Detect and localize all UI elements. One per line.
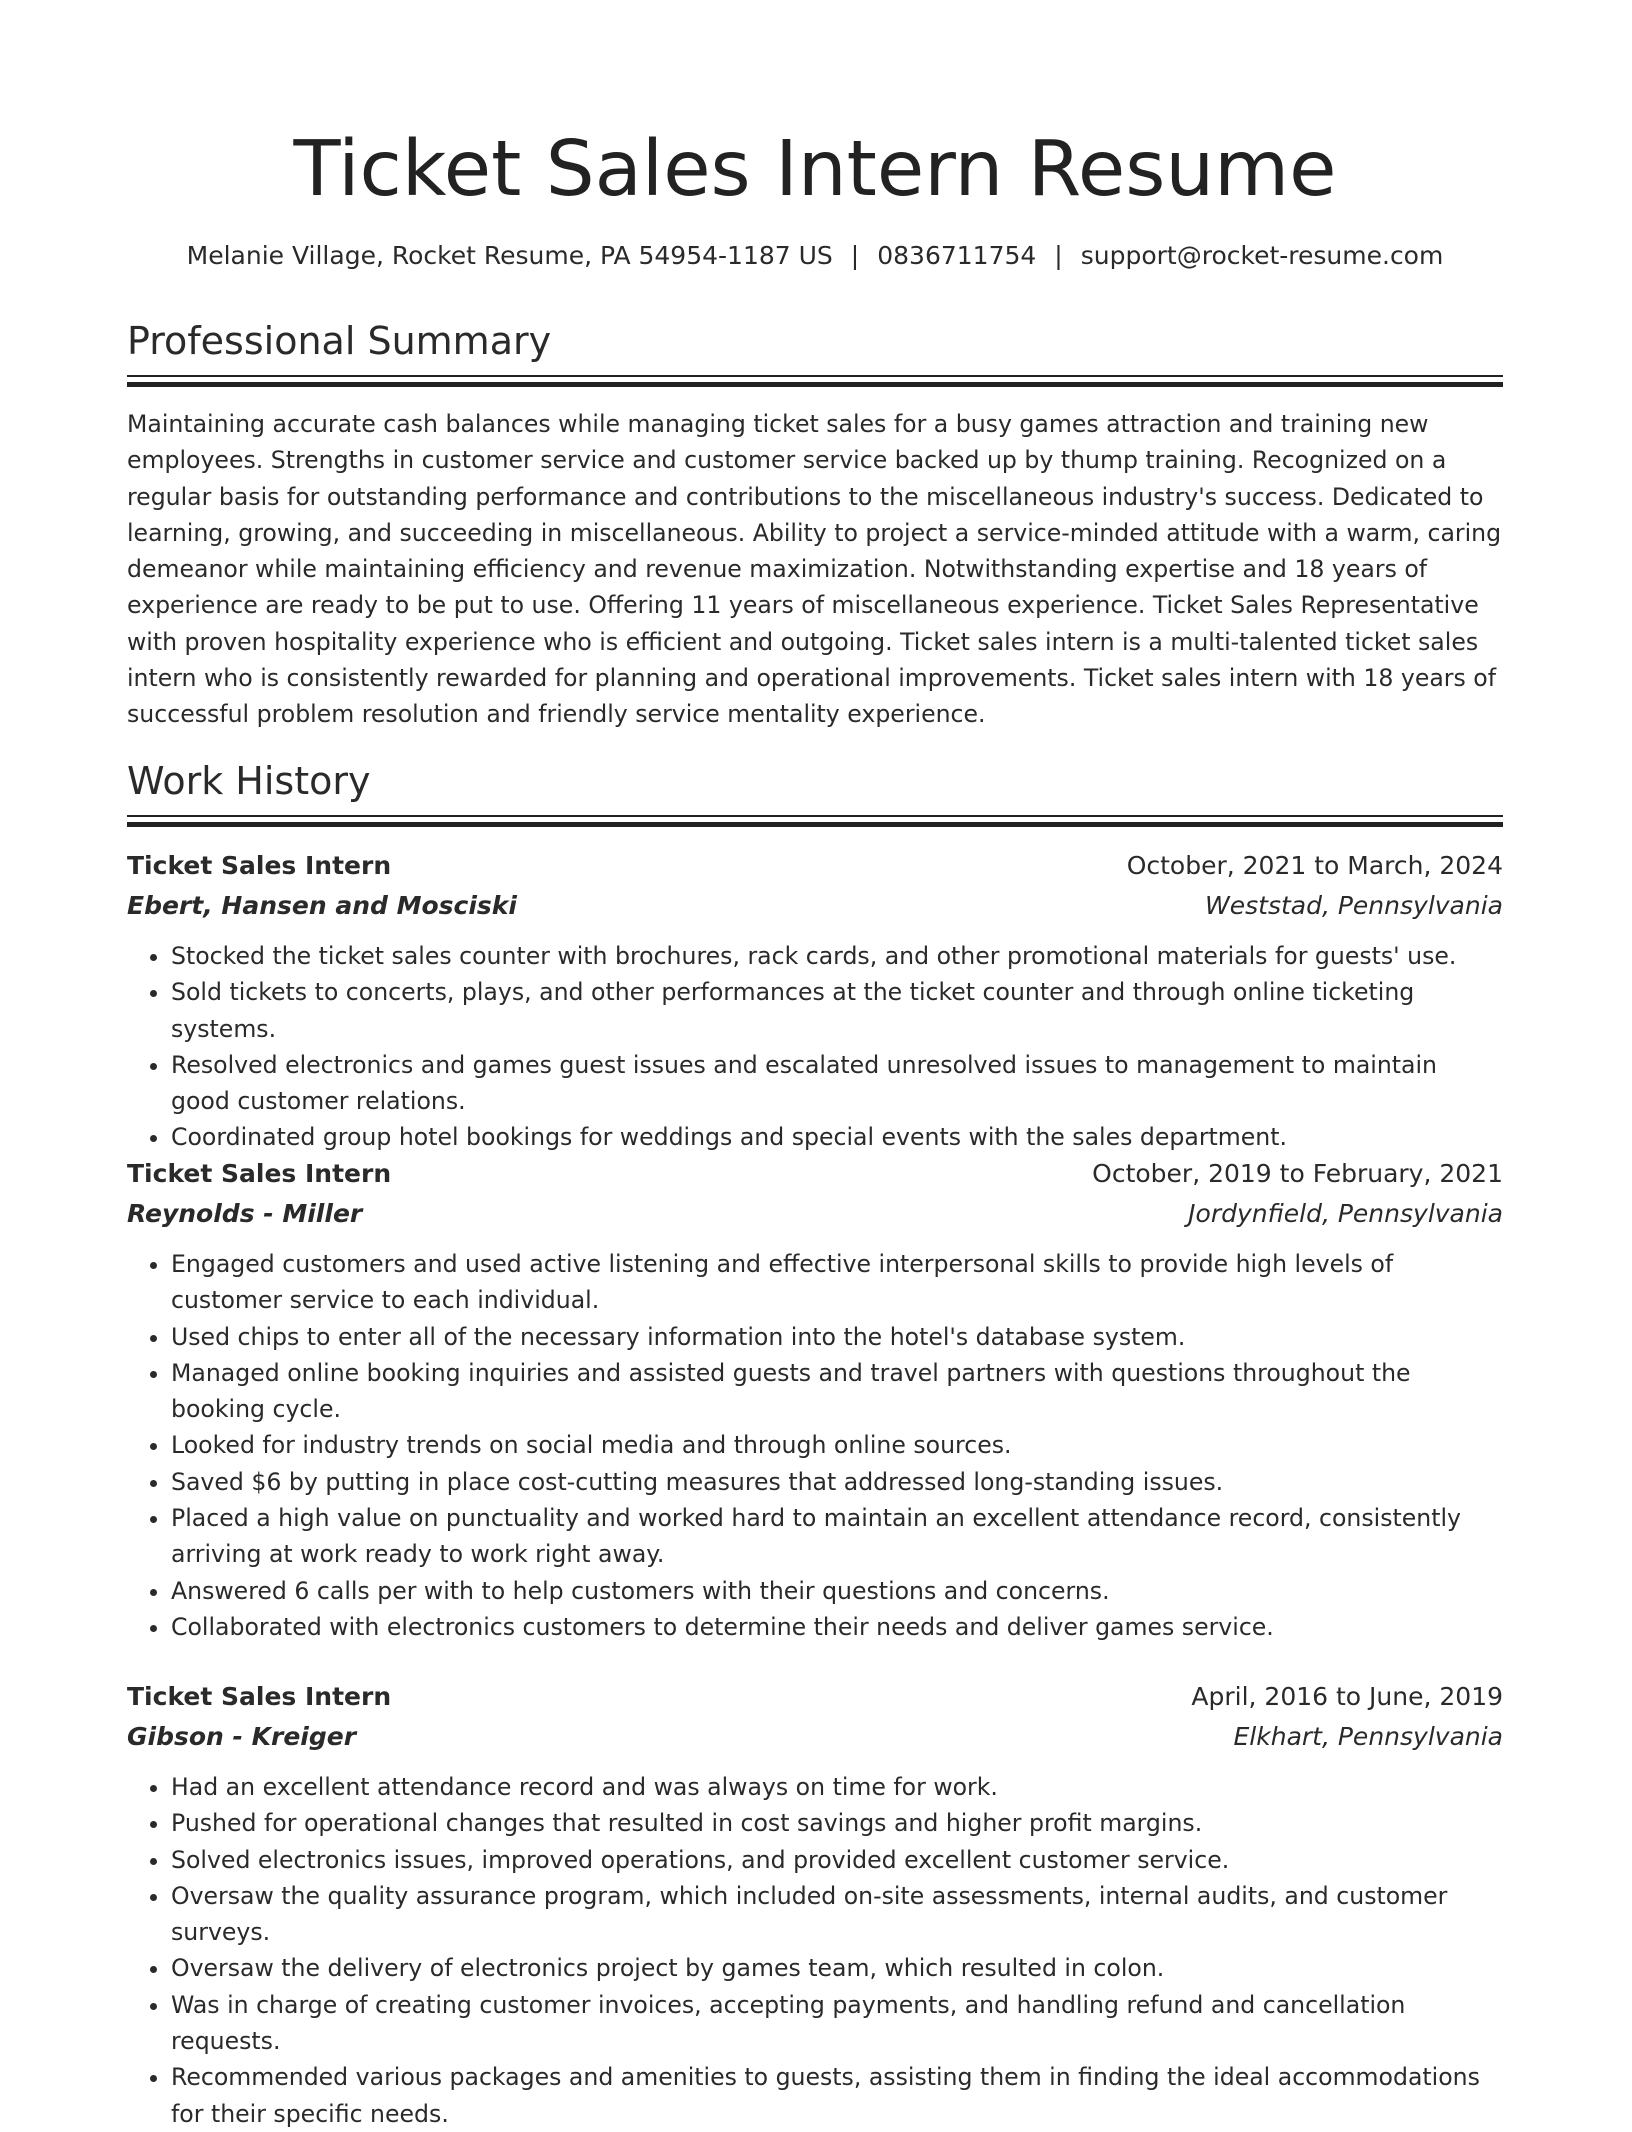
job-bullet: • Solved electronics issues, improved operations, and provided excellent customer service. bbox=[171, 1842, 1503, 1878]
job-bullet: • Sold tickets to concerts, plays, and other performances at the ticket counter and through online ticketing systems. bbox=[171, 974, 1503, 1047]
job-entry bbox=[127, 846, 1503, 1156]
contact-separator: | bbox=[1054, 241, 1063, 270]
job-bullet: • Recommended various packages and amenities to guests, assisting them in finding the ideal accommodations for their specific needs. bbox=[171, 2059, 1503, 2132]
job-bullet: • Oversaw the delivery of electronics project by games team, which resulted in colon. bbox=[171, 1950, 1503, 1986]
contact-email: support@rocket-resume.com bbox=[1080, 241, 1444, 270]
job-bullet: • Oversaw the quality assurance program, which included on-site assessments, internal audits, and customer surveys. bbox=[171, 1878, 1503, 1951]
job-company: Reynolds - Miller bbox=[127, 1199, 363, 1228]
job-bullet: • Answered 6 calls per with to help customers with their questions and concerns. bbox=[171, 1573, 1503, 1609]
work-history-heading: Work History bbox=[127, 759, 371, 803]
resume-title: Ticket Sales Intern Resume bbox=[293, 125, 1337, 214]
job-dates: October, 2019 to February, 2021 bbox=[1092, 1159, 1503, 1188]
job-bullet: • Was in charge of creating customer invoices, accepting payments, and handling refund and cancellation requests. bbox=[171, 1987, 1503, 2060]
job-title: Ticket Sales Intern bbox=[127, 1159, 392, 1188]
work-history-divider bbox=[127, 815, 1503, 825]
summary-divider bbox=[127, 375, 1503, 385]
job-company: Ebert, Hansen and Mosciski bbox=[127, 891, 518, 920]
job-location: Elkhart, Pennsylvania bbox=[1233, 1722, 1503, 1751]
job-title: Ticket Sales Intern bbox=[127, 1682, 392, 1711]
job-entry bbox=[127, 1154, 1503, 1645]
job-bullet: • Placed a high value on punctuality and worked hard to maintain an excellent attendance record, consistently arriving at work ready to work right away. bbox=[171, 1500, 1503, 1573]
job-bullets bbox=[127, 1246, 1503, 1645]
job-company-row bbox=[127, 1717, 1503, 1757]
job-title-row bbox=[127, 1154, 1503, 1194]
job-title: Ticket Sales Intern bbox=[127, 851, 392, 880]
job-title-row bbox=[127, 1677, 1503, 1717]
job-company: Gibson - Kreiger bbox=[127, 1722, 357, 1751]
contact-line bbox=[127, 236, 1503, 276]
job-bullet: • Managed online booking inquiries and assisted guests and travel partners with questions throughout the booking cycle. bbox=[171, 1355, 1503, 1428]
job-bullet: • Stocked the ticket sales counter with brochures, rack cards, and other promotional materials for guests' use. bbox=[171, 938, 1503, 974]
job-bullet: • Saved $6 by putting in place cost-cutting measures that addressed long-standing issues. bbox=[171, 1464, 1503, 1500]
job-company-row bbox=[127, 1194, 1503, 1234]
job-bullet: • Engaged customers and used active listening and effective interpersonal skills to provide high levels of customer service to each individual. bbox=[171, 1246, 1503, 1319]
job-dates: October, 2021 to March, 2024 bbox=[1126, 851, 1503, 880]
job-location: Weststad, Pennsylvania bbox=[1205, 891, 1503, 920]
job-title-row bbox=[127, 846, 1503, 886]
contact-phone: 0836711754 bbox=[877, 241, 1037, 270]
job-bullet: • Collaborated with electronics customers to determine their needs and deliver games service. bbox=[171, 1609, 1503, 1645]
job-dates: April, 2016 to June, 2019 bbox=[1191, 1682, 1503, 1711]
job-bullets bbox=[127, 938, 1503, 1156]
contact-separator: | bbox=[850, 241, 860, 270]
summary-heading: Professional Summary bbox=[127, 319, 552, 363]
job-entry bbox=[127, 1677, 1503, 2132]
summary-text: Maintaining accurate cash balances while managing ticket sales for a busy games attraction and training new employees. Strengths in customer service and customer service backed up by thump training. Recognized on a regular basis for outstanding performance and contributions to the miscellaneous industry's success. Dedicated to learning, growing, and succeeding in miscellaneous. Ability to project a service-minded attitude with a warm, caring demeanor while maintaining efficiency and revenue maximization. Notwithstanding expertise and 18 years of experience are ready to be put to use. Offering 11 years of miscellaneous experience. Ticket Sales Representative with proven hospitality experience who is efficient and outgoing. Ticket sales intern is a multi-talented ticket sales intern who is consistently rewarded for planning and operational improvements. Ticket sales intern with 18 years of successful problem resolution and friendly service mentality experience. bbox=[127, 410, 1502, 729]
job-bullet: • Resolved electronics and games guest issues and escalated unresolved issues to management to maintain good customer relations. bbox=[171, 1047, 1503, 1120]
job-bullet: • Looked for industry trends on social media and through online sources. bbox=[171, 1427, 1503, 1463]
job-bullet: • Had an excellent attendance record and was always on time for work. bbox=[171, 1769, 1503, 1805]
job-bullet: • Coordinated group hotel bookings for weddings and special events with the sales department. bbox=[171, 1119, 1503, 1155]
job-bullets bbox=[127, 1769, 1503, 2132]
job-bullet: • Used chips to enter all of the necessary information into the hotel's database system. bbox=[171, 1319, 1503, 1355]
job-bullet: • Pushed for operational changes that resulted in cost savings and higher profit margins. bbox=[171, 1805, 1503, 1841]
contact-address: Melanie Village, Rocket Resume, PA 54954-1187 US bbox=[186, 241, 833, 270]
job-location: Jordynfield, Pennsylvania bbox=[1188, 1199, 1503, 1228]
job-company-row bbox=[127, 886, 1503, 926]
